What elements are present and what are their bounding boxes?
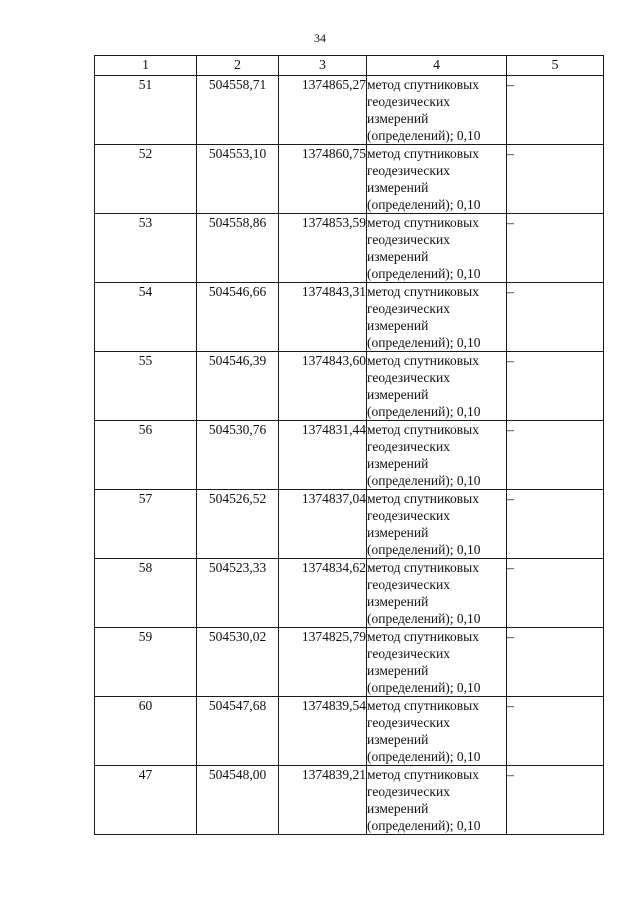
method-line: (определений); 0,10 bbox=[367, 818, 481, 833]
method-line: измерений bbox=[367, 456, 429, 471]
method-line: (определений); 0,10 bbox=[367, 266, 481, 281]
point-number-cell: 54 bbox=[95, 283, 197, 352]
table-body bbox=[95, 76, 604, 835]
table-row bbox=[95, 697, 604, 766]
dash-mark: – bbox=[507, 147, 514, 162]
table-row bbox=[95, 352, 604, 421]
dash-mark: – bbox=[507, 423, 514, 438]
method-line: метод спутниковых bbox=[367, 284, 479, 299]
column-5-cell bbox=[507, 76, 604, 145]
table-row bbox=[95, 421, 604, 490]
header-row bbox=[95, 56, 604, 76]
y-coordinate-cell: 1374853,59 bbox=[279, 214, 367, 283]
column-5-cell bbox=[507, 490, 604, 559]
method-line: метод спутниковых bbox=[367, 560, 479, 575]
x-coordinate-cell: 504530,02 bbox=[197, 628, 279, 697]
method-cell bbox=[367, 766, 507, 835]
method-cell bbox=[367, 145, 507, 214]
method-line: измерений bbox=[367, 111, 429, 126]
column-5-cell bbox=[507, 283, 604, 352]
point-number-cell: 47 bbox=[95, 766, 197, 835]
y-coordinate-cell: 1374865,27 bbox=[279, 76, 367, 145]
x-coordinate-cell: 504546,66 bbox=[197, 283, 279, 352]
method-line: измерений bbox=[367, 387, 429, 402]
dash-mark: – bbox=[507, 216, 514, 231]
method-line: метод спутниковых bbox=[367, 698, 479, 713]
header-col-5: 5 bbox=[507, 56, 604, 76]
method-line: геодезических bbox=[367, 646, 450, 661]
method-cell bbox=[367, 214, 507, 283]
method-line: метод спутниковых bbox=[367, 491, 479, 506]
column-5-cell bbox=[507, 421, 604, 490]
table-row bbox=[95, 145, 604, 214]
column-5-cell bbox=[507, 559, 604, 628]
column-5-cell bbox=[507, 628, 604, 697]
table-row bbox=[95, 628, 604, 697]
method-line: измерений bbox=[367, 732, 429, 747]
method-line: метод спутниковых bbox=[367, 146, 479, 161]
point-number-cell: 57 bbox=[95, 490, 197, 559]
method-line: (определений); 0,10 bbox=[367, 680, 481, 695]
x-coordinate-cell: 504523,33 bbox=[197, 559, 279, 628]
header-col-2: 2 bbox=[197, 56, 279, 76]
method-cell bbox=[367, 76, 507, 145]
method-line: (определений); 0,10 bbox=[367, 473, 481, 488]
y-coordinate-cell: 1374839,21 bbox=[279, 766, 367, 835]
y-coordinate-cell: 1374837,04 bbox=[279, 490, 367, 559]
dash-mark: – bbox=[507, 561, 514, 576]
y-coordinate-cell: 1374834,62 bbox=[279, 559, 367, 628]
point-number-cell: 58 bbox=[95, 559, 197, 628]
table-header bbox=[95, 56, 604, 76]
dash-mark: – bbox=[507, 699, 514, 714]
dash-mark: – bbox=[507, 630, 514, 645]
table-row bbox=[95, 559, 604, 628]
y-coordinate-cell: 1374839,54 bbox=[279, 697, 367, 766]
y-coordinate-cell: 1374860,75 bbox=[279, 145, 367, 214]
x-coordinate-cell: 504558,86 bbox=[197, 214, 279, 283]
method-line: (определений); 0,10 bbox=[367, 611, 481, 626]
header-col-3: 3 bbox=[279, 56, 367, 76]
method-line: (определений); 0,10 bbox=[367, 749, 481, 764]
column-5-cell bbox=[507, 697, 604, 766]
x-coordinate-cell: 504526,52 bbox=[197, 490, 279, 559]
method-line: геодезических bbox=[367, 715, 450, 730]
method-line: (определений); 0,10 bbox=[367, 335, 481, 350]
method-line: (определений); 0,10 bbox=[367, 404, 481, 419]
point-number-cell: 56 bbox=[95, 421, 197, 490]
y-coordinate-cell: 1374825,79 bbox=[279, 628, 367, 697]
method-cell bbox=[367, 559, 507, 628]
method-cell bbox=[367, 697, 507, 766]
method-line: измерений bbox=[367, 525, 429, 540]
column-5-cell bbox=[507, 214, 604, 283]
point-number-cell: 53 bbox=[95, 214, 197, 283]
point-number-cell: 52 bbox=[95, 145, 197, 214]
x-coordinate-cell: 504530,76 bbox=[197, 421, 279, 490]
page-number: 34 bbox=[314, 31, 326, 45]
column-5-cell bbox=[507, 766, 604, 835]
point-number-cell: 60 bbox=[95, 697, 197, 766]
method-line: измерений bbox=[367, 318, 429, 333]
method-line: метод спутниковых bbox=[367, 629, 479, 644]
y-coordinate-cell: 1374831,44 bbox=[279, 421, 367, 490]
x-coordinate-cell: 504553,10 bbox=[197, 145, 279, 214]
method-line: измерений bbox=[367, 594, 429, 609]
method-line: (определений); 0,10 bbox=[367, 542, 481, 557]
x-coordinate-cell: 504548,00 bbox=[197, 766, 279, 835]
x-coordinate-cell: 504558,71 bbox=[197, 76, 279, 145]
method-line: измерений bbox=[367, 801, 429, 816]
method-cell bbox=[367, 490, 507, 559]
method-line: измерений bbox=[367, 180, 429, 195]
x-coordinate-cell: 504547,68 bbox=[197, 697, 279, 766]
method-line: геодезических bbox=[367, 94, 450, 109]
dash-mark: – bbox=[507, 285, 514, 300]
method-line: геодезических bbox=[367, 370, 450, 385]
method-cell bbox=[367, 283, 507, 352]
method-line: измерений bbox=[367, 663, 429, 678]
method-line: метод спутниковых bbox=[367, 767, 479, 782]
y-coordinate-cell: 1374843,31 bbox=[279, 283, 367, 352]
method-cell bbox=[367, 628, 507, 697]
dash-mark: – bbox=[507, 78, 514, 93]
dash-mark: – bbox=[507, 768, 514, 783]
point-number-cell: 59 bbox=[95, 628, 197, 697]
method-line: метод спутниковых bbox=[367, 422, 479, 437]
column-5-cell bbox=[507, 352, 604, 421]
column-5-cell bbox=[507, 145, 604, 214]
header-col-1: 1 bbox=[95, 56, 197, 76]
method-line: геодезических bbox=[367, 163, 450, 178]
dash-mark: – bbox=[507, 492, 514, 507]
method-line: геодезических bbox=[367, 784, 450, 799]
method-line: (определений); 0,10 bbox=[367, 128, 481, 143]
table-row bbox=[95, 76, 604, 145]
method-line: метод спутниковых bbox=[367, 77, 479, 92]
method-cell bbox=[367, 421, 507, 490]
method-line: геодезических bbox=[367, 577, 450, 592]
method-cell bbox=[367, 352, 507, 421]
table-row bbox=[95, 283, 604, 352]
method-line: метод спутниковых bbox=[367, 215, 479, 230]
method-line: измерений bbox=[367, 249, 429, 264]
point-number-cell: 55 bbox=[95, 352, 197, 421]
point-number-cell: 51 bbox=[95, 76, 197, 145]
coordinates-table bbox=[94, 55, 604, 835]
x-coordinate-cell: 504546,39 bbox=[197, 352, 279, 421]
method-line: геодезических bbox=[367, 439, 450, 454]
y-coordinate-cell: 1374843,60 bbox=[279, 352, 367, 421]
method-line: (определений); 0,10 bbox=[367, 197, 481, 212]
header-col-4: 4 bbox=[367, 56, 507, 76]
dash-mark: – bbox=[507, 354, 514, 369]
method-line: метод спутниковых bbox=[367, 353, 479, 368]
method-line: геодезических bbox=[367, 301, 450, 316]
table-row bbox=[95, 766, 604, 835]
method-line: геодезических bbox=[367, 232, 450, 247]
table-row bbox=[95, 214, 604, 283]
table-row bbox=[95, 490, 604, 559]
method-line: геодезических bbox=[367, 508, 450, 523]
